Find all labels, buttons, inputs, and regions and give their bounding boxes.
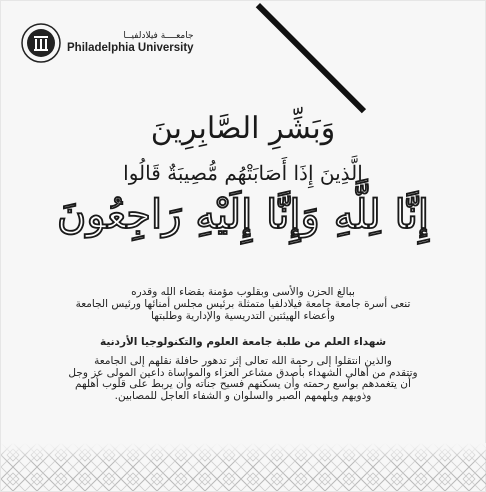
university-name-en: Philadelphia University <box>67 41 194 54</box>
announcement-line-6: وتتقدم من أهالي الشهداء بأصدق مشاعر العزاء والمواساة داعين المولى عز وجل <box>68 366 418 379</box>
mourning-ribbon <box>256 3 366 113</box>
announcement-line-7: أن يتغمدهم بواسع رحمته وأن يسكنهم فسيح جناته وأن يربط على قلوب أهلهم <box>75 378 411 390</box>
announcement-heading: شهداء العلم من طلبة جامعة العلوم والتكنولوجيا الأردنية <box>99 336 387 348</box>
verse-line-3: إِنَّا لِلَّهِ وَإِنَّا إِلَيْهِ رَاجِعُونَ <box>56 191 430 238</box>
verse-line-1: وَبَشِّرِ الصَّابِرِينَ <box>150 111 336 146</box>
announcement-line-2: تنعى أسرة جامعة جامعة فيلادلفيا متمثلة برئيس مجلس أمنائها ورئيس الجامعة <box>75 298 411 310</box>
university-seal-icon <box>21 23 61 63</box>
announcement-line-5: والذين انتقلوا إلى رحمة الله تعالى إثر تدهور حافلة نقلهم إلى الجامعة <box>94 355 392 367</box>
announcement-line-3: وأعضاء الهيئتين التدريسية والإدارية وطلبتها <box>151 310 335 322</box>
announcement-intro <box>21 286 465 322</box>
announcement-body <box>21 356 465 402</box>
verse-line-2: الَّذِينَ إِذَا أَصَابَتْهُم مُّصِيبَةٌ قَالُوا <box>123 161 363 185</box>
announcement-line-1: ببالغ الحزن والأسى وبقلوب مؤمنة بقضاء الله وقدره <box>131 286 355 298</box>
decorative-pattern <box>1 443 486 491</box>
university-logo <box>21 23 194 63</box>
university-name-ar: جامعــــة فيلادلفيــا <box>123 31 194 42</box>
announcement-line-8: وذويهم ويلهمهم الصبر والسلوان و الشفاء العاجل للمصابين. <box>114 389 372 402</box>
